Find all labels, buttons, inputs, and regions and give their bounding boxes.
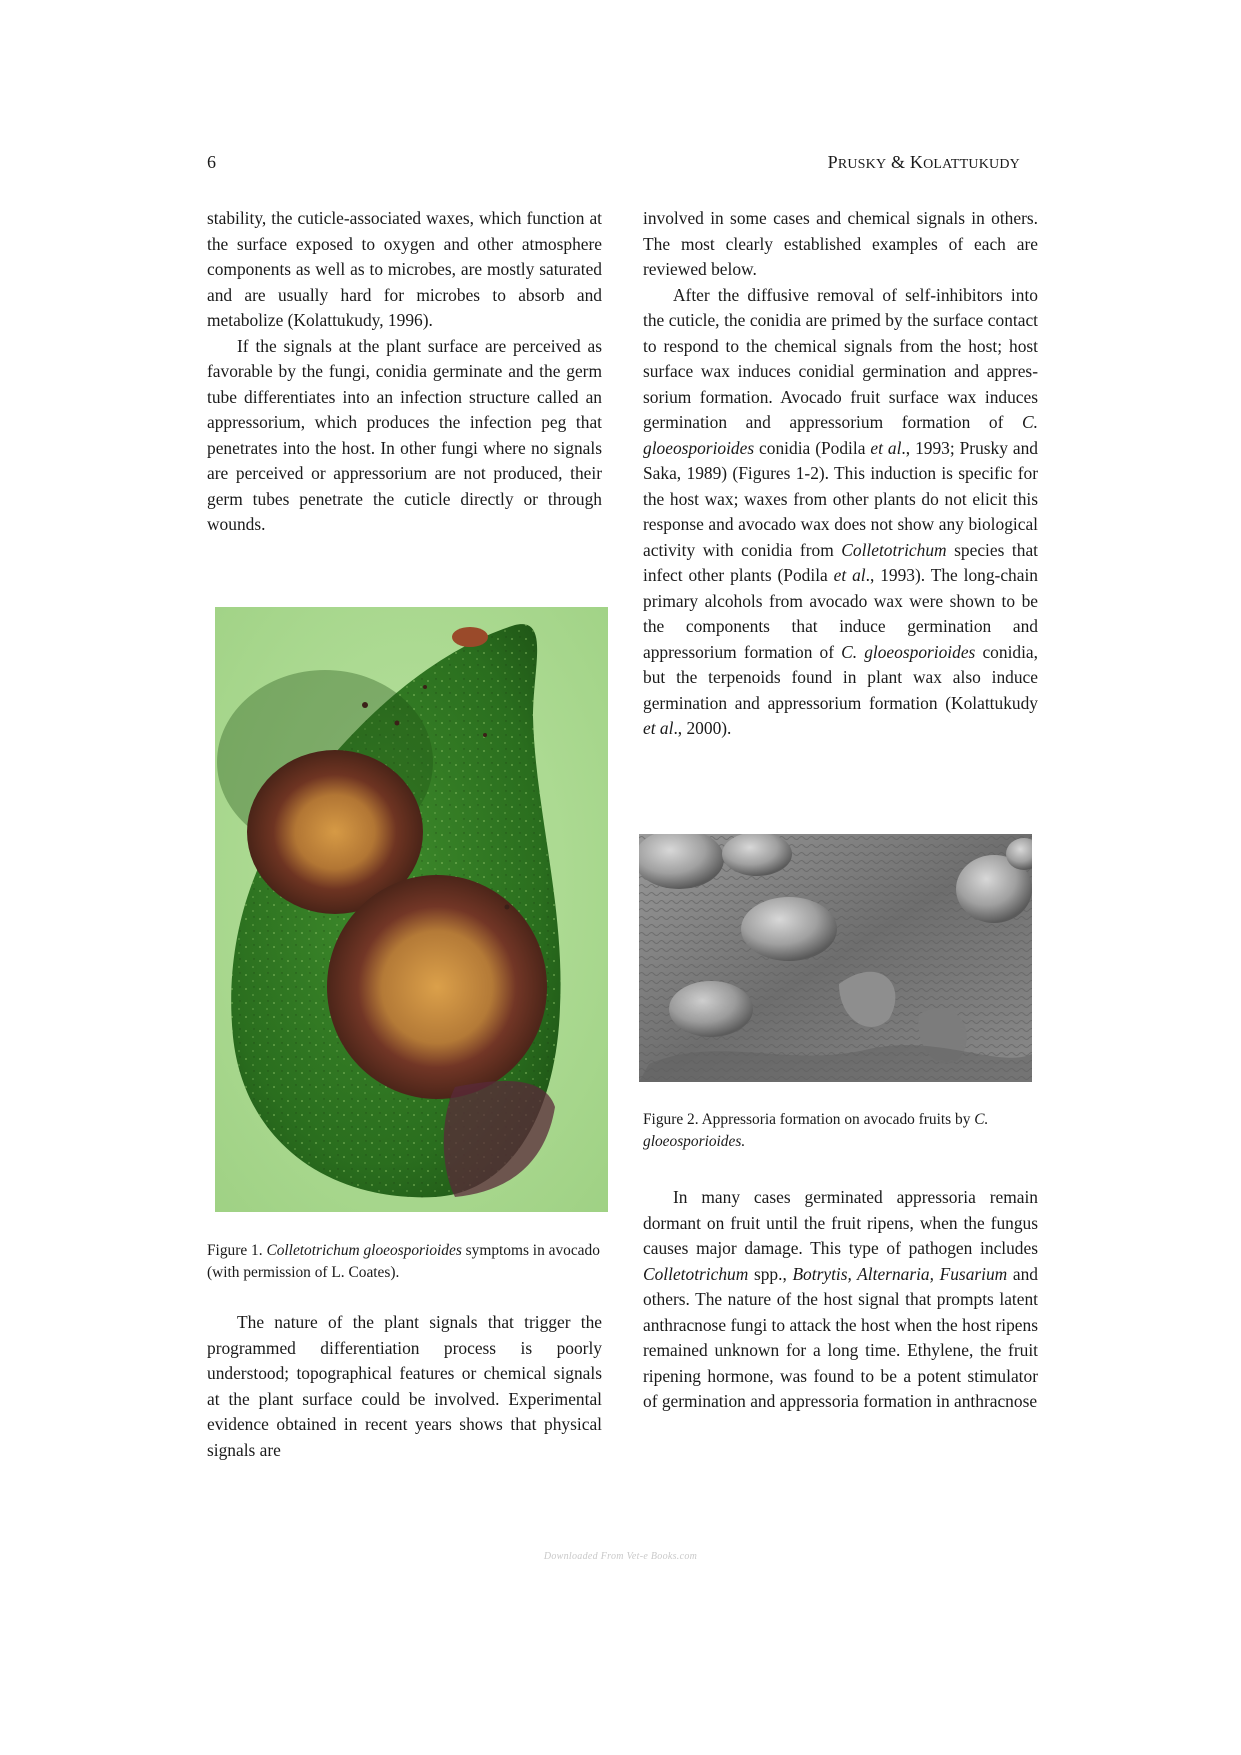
paragraph: stability, the cuticle-associated waxes, which function at the surface exposed to oxygen and other atmosphere components as well as to microbes, are mostly saturated and are usually hard for microbes to absorb and metabolize (Kolattukudy, 1996). bbox=[207, 208, 602, 330]
page-number: 6 bbox=[207, 152, 216, 172]
avocado-image bbox=[215, 607, 608, 1212]
left-column-top bbox=[207, 206, 602, 538]
figure-2-sem-micrograph bbox=[639, 834, 1032, 1082]
paragraph: In many cases germinated appressoria remain dormant on fruit until the fruit ripens, when the fungus causes major damage. This type of pathogen includes Colletotrichum spp., Botrytis, Alternaria, Fusarium and others. The nature of the host signal that prompts latent anthracnose fungi to attack the host when the host ripens remained unknown for a long time. Ethylene, the fruit ripening hormone, was found to be a potent stimulator of germination and appressoria formation in anthracnose bbox=[643, 1187, 1038, 1411]
figure-1-avocado-photo bbox=[215, 607, 608, 1212]
paragraph: After the diffusive removal of self-inhibitors into the cuticle, the conidia are primed by the surface contact to respond to the chemical signals from the host; host surface wax induces conidial germination and appressorium formation. Avocado fruit surface wax induces germination and appressorium formation of C. gloeosporioides conidia (Podila et al., 1993; Prusky and Saka, 1989) (Figures 1-2). This induction is specific for the host wax; waxes from other plants do not elicit this response and avocado wax does not show any biological activity with conidia from Colletotrichum species that infect other plants (Podila et al., 1993). The long-chain primary alcohols from avocado wax were shown to be the components that induce germination and appressorium formation of C. gloeosporioides conidia, but the terpenoids found in plant wax also induce germination and appressorium formation (Kolattukudy et al., 2000). bbox=[643, 284, 1039, 738]
running-head: PRUSKY & KOLATTUKUDY bbox=[827, 152, 1020, 172]
paragraph: If the signals at the plant surface are perceived as favorable by the fungi, conidia germinate and the germ tube differentiates into an infection structure called an appressorium, which produces the infection peg that penetrates into the host. In other fungi where no signals are perceived or appressorium are not produced, their germ tubes penetrate the cuticle directly or through wounds. bbox=[207, 335, 602, 534]
sem-image bbox=[639, 834, 1032, 1082]
right-column-top bbox=[643, 206, 1038, 742]
watermark: Downloaded From Vet-e Books.com bbox=[543, 1551, 698, 1562]
figure-2-caption: Figure 2. Appressoria formation on avocado fruits by C. gloeosporioides. bbox=[643, 1111, 989, 1150]
figure-1-caption: Figure 1. Colletotrichum gloeosporioides symptoms in avocado (with permission of L. Coates). bbox=[207, 1242, 600, 1281]
right-column-bottom bbox=[643, 1185, 1038, 1415]
paragraph: The nature of the plant signals that trigger the programmed differentiation process is poorly understood; topographical features or chemical signals at the plant surface could be involved. Experimental evidence obtained in recent years shows that physical signals are bbox=[207, 1312, 602, 1460]
paragraph: involved in some cases and chemical signals in others. The most clearly established examples of each are reviewed below. bbox=[643, 208, 1038, 279]
left-column-bottom bbox=[207, 1310, 602, 1463]
